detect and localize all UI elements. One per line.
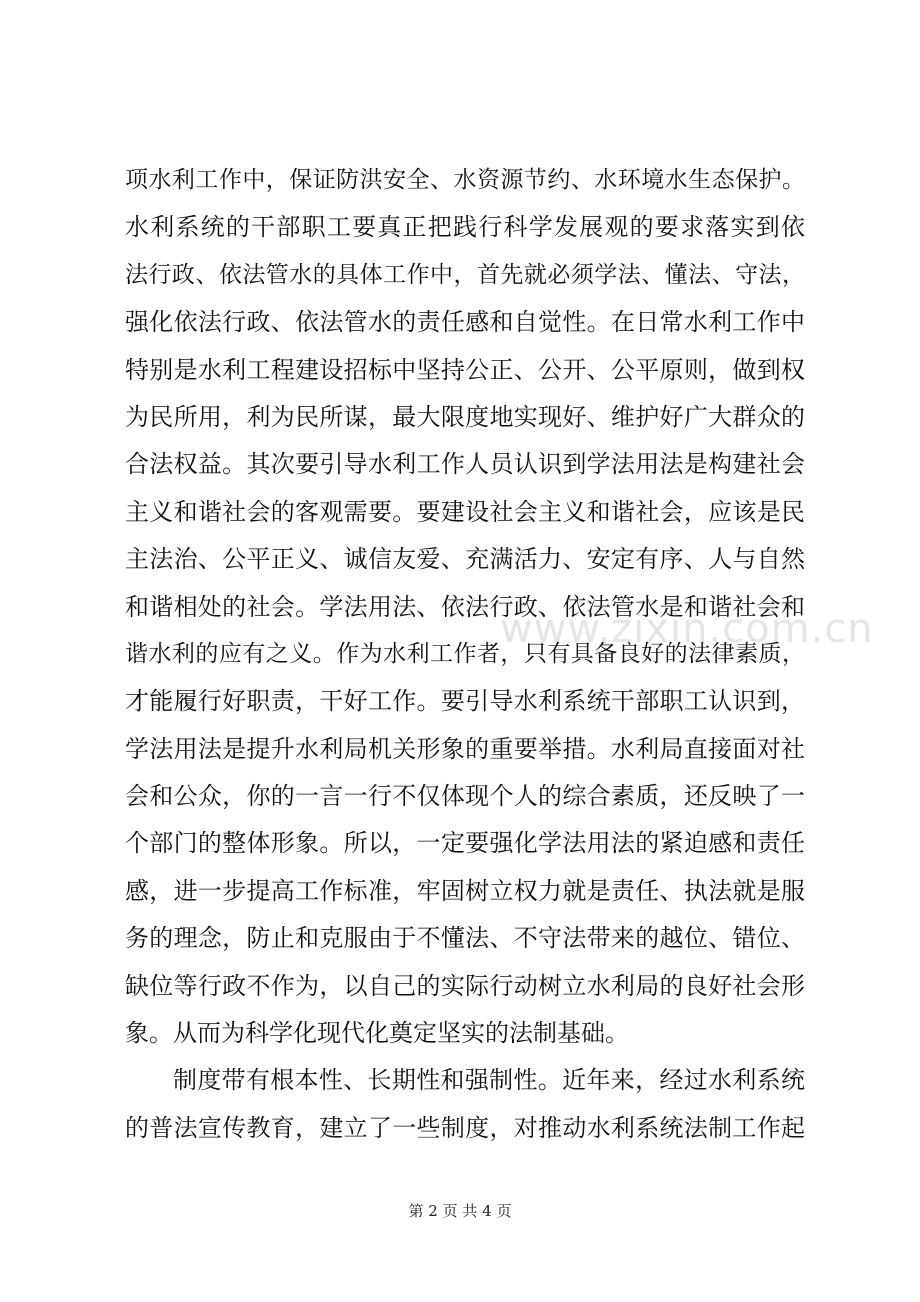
text-line: 主义和谐社会的客观需要。要建设社会主义和谐社会，应该是民: [125, 497, 805, 526]
text-line: 水利系统的干部职工要真正把践行科学发展观的要求落实到依: [125, 213, 805, 242]
text-line: 谐水利的应有之义。作为水利工作者，只有具备良好的法律素质，: [125, 640, 805, 667]
text-line: 特别是水利工程建设招标中坚持公正、公开、公平原则，做到权: [125, 355, 805, 384]
text-line: 缺位等行政不作为，以自己的实际行动树立水利局的良好社会形: [125, 971, 805, 1000]
text-line: 项水利工作中，保证防洪安全、水资源节约、水环境水生态保护。: [125, 167, 805, 193]
text-line: 法行政、依法管水的具体工作中，首先就必须学法、懂法、守法，: [125, 261, 805, 288]
text-line: 和谐相处的社会。学法用法、依法行政、依法管水是和谐社会和: [125, 592, 805, 621]
text-line: 会和公众，你的一言一行不仅体现个人的综合素质，还反映了一: [125, 782, 805, 811]
text-line: 象。从而为科学化现代化奠定坚实的法制基础。: [125, 1019, 629, 1048]
text-line: 为民所用，利为民所谋，最大限度地实现好、维护好广大群众的: [125, 402, 805, 431]
text-line: 的普法宣传教育，建立了一些制度，对推动水利系统法制工作起: [125, 1113, 805, 1142]
text-line: 感，进一步提高工作标准，牢固树立权力就是责任、执法就是服: [125, 876, 805, 905]
text-line: 合法权益。其次要引导水利工作人员认识到学法用法是构建社会: [125, 450, 805, 479]
body-text: [125, 157, 805, 1152]
text-line: 才能履行好职责，干好工作。要引导水利系统干部职工认识到，: [125, 687, 805, 716]
text-line: 务的理念，防止和克服由于不懂法、不守法带来的越位、错位、: [125, 924, 805, 953]
text-line: 主法治、公平正义、诚信友爱、充满活力、安定有序、人与自然: [125, 545, 805, 574]
text-line: 制度带有根本性、长期性和强制性。近年来，经过水利系统: [173, 1066, 805, 1095]
text-line: 学法用法是提升水利局机关形象的重要举措。水利局直接面对社: [125, 734, 805, 763]
text-line: 强化依法行政、依法管水的责任感和自觉性。在日常水利工作中: [125, 308, 805, 337]
page-number-footer: 第 2 页 共 4 页: [408, 1202, 512, 1220]
watermark: www.zixin.com.cn: [500, 606, 874, 652]
text-line: 个部门的整体形象。所以，一定要强化学法用法的紧迫感和责任: [125, 829, 805, 858]
